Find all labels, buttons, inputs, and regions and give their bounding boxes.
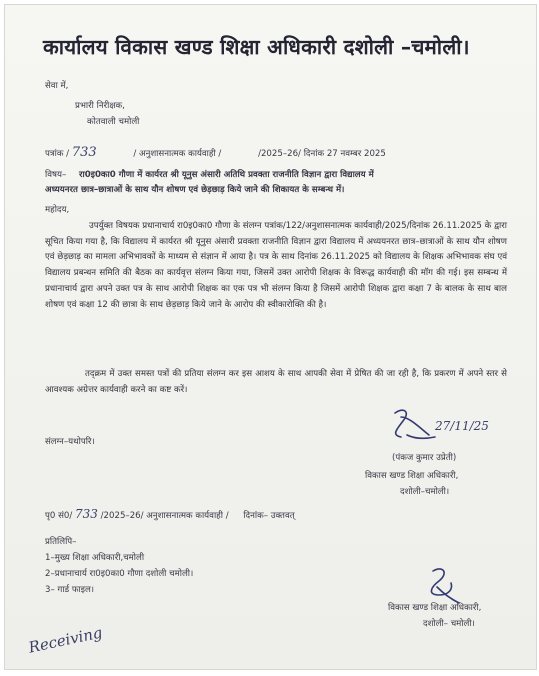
enclosure-note: संलग्न–यथोपरि।	[45, 437, 95, 447]
signature-1	[389, 405, 439, 447]
ref-prefix: पत्रांक /	[45, 149, 70, 159]
to-label: सेवा में,	[45, 81, 69, 91]
salutation: महोदय,	[45, 205, 70, 215]
signer-name: (पंकज कुमार उप्रेती)	[392, 453, 457, 463]
copy-label: प्रतिलिपि–	[45, 537, 77, 547]
ref2-number-handwritten: 733	[75, 507, 98, 521]
subject-label: विषय–	[45, 170, 67, 180]
signer-designation: विकास खण्ड शिक्षा अधिकारी,	[365, 471, 459, 481]
copy-item-3: 3– गार्ड फाइल।	[45, 585, 95, 595]
letter-page	[4, 4, 537, 670]
reference-line	[45, 145, 386, 160]
copy-item-2: 2–प्रधानाचार्य रा0इ0का0 गौणा दशोली चमोली।	[45, 569, 194, 579]
body-paragraph-2: तद्क्रम में उक्त समस्त पत्रों की प्रतिया संलग्न कर इस आशय के साथ आपकी सेवा में प्रेषित की जा रही है, कि प्रकरण में अपने स्तर से आवश्यक अग्रेत्तर कार्यवाही करने का कष्ट करें।	[45, 369, 507, 395]
ref-year: /2025–26/	[258, 149, 301, 159]
ref-dept: / अनुशासनात्मक कार्यवाही /	[133, 149, 222, 159]
receiving-note-handwritten: Receiving	[27, 623, 104, 657]
recipient-line-1: प्रभारी निरीक्षक,	[75, 101, 125, 111]
footer-place: दशोली– चमोली।	[423, 619, 475, 629]
copy-item-1: 1–मुख्य शिक्षा अधिकारी,चमोली	[45, 553, 145, 563]
ref2-prefix: पृ0 सं0/	[45, 511, 73, 521]
recipient-line-2: कोतवाली चमोली	[87, 117, 140, 127]
body-paragraph-1: उपर्युक्त विषयक प्रधानाचार्य रा0इ0का0 गौणा के संलग्न पत्रांक/122/अनुशासनात्मक कार्यवाही/2025/दिनांक 26.11.2025 के द्वारा सूचित किया गया है, कि विद्यालय में कार्यरत श्री यूनुस अंसारी प्रवक्ता राजनीति विज्ञान द्वारा विद्यालय में अध्ययनरत छात्र–छात्राओं के साथ यौन शोषण एवं छेड़छाड़ का मामला अभिभावकों के माध्यम से संज्ञान में आया है। पत्र के साथ दिनांक 26.11.2025 को विद्यालय के शिक्षक अभिभावक संघ एवं विद्यालय प्रबन्धन समिति की बैठक का कार्यवृत्त संलग्न किया गया, जिसमें उक्त आरोपी शिक्षक के विरूद्ध कार्यवाही की मॉग की गई। इस सम्बन्ध में प्रधानाचार्य द्वारा अपने उक्त पत्र के साथ आरोपी शिक्षक का एक पत्र भी संलग्न किया है जिसमें आरोपी शिक्षक द्वारा कक्षा 7 के बालक के साथ बाल शोषण एवं कक्षा 12 की छात्रा के साथ छेड़छाड़ किये जाने के आरोप की स्वीकारोक्ति की है।	[45, 221, 507, 310]
signature-date-handwritten: 27/11/25	[435, 419, 489, 433]
signer-place: दशोली–चमोली।	[400, 487, 450, 497]
office-title: कार्यालय विकास खण्ड शिक्षा अधिकारी दशोली –चमोली।	[43, 35, 470, 59]
ref-number-handwritten: 733	[71, 145, 97, 160]
ref-date: दिनांक 27 नवम्बर 2025	[303, 149, 386, 159]
subject-line-1: रा0इ0का0 गौणा में कार्यरत श्री यूनुस अंसारी अतिथि प्रवक्ता राजनीति विज्ञान द्वारा विद्यालय में	[79, 170, 374, 180]
ref2-date: दिनांक– उक्तवत्	[243, 511, 295, 521]
ref2-rest: /2025–26/ अनुशासनात्मक कार्यवाही /	[100, 511, 229, 521]
copy-reference-line	[45, 507, 295, 521]
footer-designation: विकास खण्ड शिक्षा अधिकारी,	[388, 603, 482, 613]
subject-line-2: अध्ययनरत छात्र–छात्राओं के साथ यौन शोषण एवं छेड़छाड़ किये जाने की शिकायत के सम्बन्ध में।	[45, 185, 345, 195]
